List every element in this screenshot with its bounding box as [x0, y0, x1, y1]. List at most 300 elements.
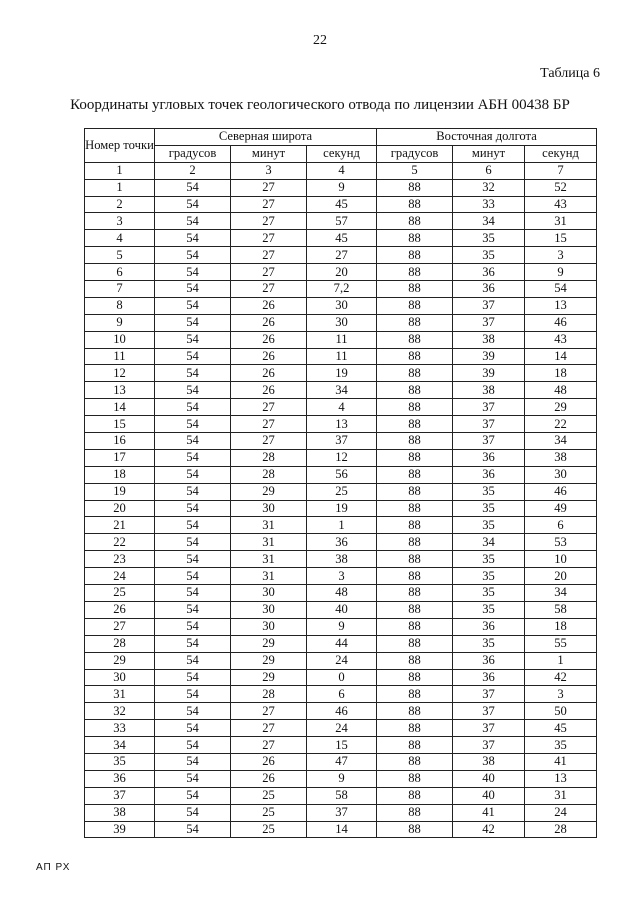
table-cell: 38 [307, 551, 377, 568]
table-cell: 54 [155, 652, 231, 669]
table-cell: 24 [307, 652, 377, 669]
table-cell: 26 [231, 314, 307, 331]
table-cell: 35 [453, 551, 525, 568]
table-cell: 27 [231, 264, 307, 281]
header-north-latitude: Северная широта [155, 129, 377, 146]
table-cell: 46 [307, 703, 377, 720]
table-cell: 54 [155, 433, 231, 450]
table-cell: 27 [231, 737, 307, 754]
table-cell: 9 [307, 179, 377, 196]
table-cell: 54 [155, 534, 231, 551]
table-cell: 26 [231, 365, 307, 382]
table-row [85, 534, 597, 551]
table-cell: 54 [155, 770, 231, 787]
table-cell: 2 [85, 196, 155, 213]
table-cell: 54 [155, 804, 231, 821]
table-cell: 88 [377, 753, 453, 770]
table-cell: 13 [525, 770, 597, 787]
table-cell: 47 [307, 753, 377, 770]
table-cell: 42 [525, 669, 597, 686]
table-cell: 23 [85, 551, 155, 568]
table-row [85, 247, 597, 264]
table-cell: 27 [231, 720, 307, 737]
table-cell: 54 [155, 483, 231, 500]
table-cell: 30 [231, 500, 307, 517]
table-cell: 54 [155, 601, 231, 618]
table-row [85, 804, 597, 821]
table-cell: 37 [85, 787, 155, 804]
table-cell: 34 [307, 382, 377, 399]
table-cell: 88 [377, 179, 453, 196]
table-cell: 54 [155, 585, 231, 602]
table-cell: 54 [155, 568, 231, 585]
table-cell: 12 [85, 365, 155, 382]
table-cell: 41 [525, 753, 597, 770]
table-cell: 54 [155, 399, 231, 416]
table-cell: 25 [307, 483, 377, 500]
table-row [85, 281, 597, 298]
table-cell: 27 [231, 399, 307, 416]
table-cell: 10 [85, 331, 155, 348]
table-cell: 4 [85, 230, 155, 247]
table-cell: 11 [307, 348, 377, 365]
table-body [85, 179, 597, 838]
table-cell: 38 [85, 804, 155, 821]
table-row [85, 686, 597, 703]
table-cell: 26 [231, 382, 307, 399]
table-cell: 40 [453, 770, 525, 787]
subheader-lon-minutes: минут [453, 145, 525, 162]
table-cell: 35 [453, 500, 525, 517]
column-number-row [85, 162, 597, 179]
table-cell: 88 [377, 213, 453, 230]
column-number: 4 [307, 162, 377, 179]
table-cell: 14 [525, 348, 597, 365]
table-cell: 27 [85, 618, 155, 635]
table-cell: 29 [525, 399, 597, 416]
table-cell: 30 [231, 618, 307, 635]
table-cell: 54 [155, 382, 231, 399]
table-row [85, 703, 597, 720]
table-cell: 20 [525, 568, 597, 585]
table-cell: 29 [231, 483, 307, 500]
table-cell: 26 [231, 753, 307, 770]
table-cell: 31 [525, 787, 597, 804]
table-cell: 36 [453, 618, 525, 635]
table-cell: 38 [525, 449, 597, 466]
table-cell: 25 [231, 787, 307, 804]
table-cell: 31 [231, 551, 307, 568]
table-row [85, 365, 597, 382]
table-cell: 88 [377, 517, 453, 534]
table-cell: 29 [85, 652, 155, 669]
table-cell: 53 [525, 534, 597, 551]
table-cell: 28 [231, 449, 307, 466]
table-cell: 88 [377, 483, 453, 500]
table-cell: 28 [85, 635, 155, 652]
column-number: 3 [231, 162, 307, 179]
table-cell: 88 [377, 500, 453, 517]
table-cell: 54 [155, 669, 231, 686]
table-cell: 28 [231, 466, 307, 483]
table-cell: 27 [231, 213, 307, 230]
table-cell: 54 [155, 264, 231, 281]
table-cell: 27 [231, 281, 307, 298]
table-cell: 3 [307, 568, 377, 585]
table-cell: 24 [307, 720, 377, 737]
table-cell: 36 [307, 534, 377, 551]
table-cell: 54 [155, 618, 231, 635]
table-cell: 54 [155, 517, 231, 534]
table-row [85, 213, 597, 230]
header-point-number: Номер точки [85, 129, 155, 163]
table-cell: 48 [307, 585, 377, 602]
page-number: 22 [313, 33, 327, 48]
table-cell: 1 [525, 652, 597, 669]
table-cell: 88 [377, 686, 453, 703]
table-cell: 25 [231, 821, 307, 838]
table-cell: 27 [231, 703, 307, 720]
document-title: Координаты угловых точек геологического отвода по лицензии АБН 00438 БР [70, 97, 570, 113]
table-cell: 37 [453, 416, 525, 433]
table-cell: 54 [155, 196, 231, 213]
table-cell: 24 [85, 568, 155, 585]
table-cell: 54 [525, 281, 597, 298]
table-cell: 88 [377, 297, 453, 314]
table-cell: 54 [155, 314, 231, 331]
table-cell: 41 [453, 804, 525, 821]
table-cell: 88 [377, 618, 453, 635]
table-cell: 28 [231, 686, 307, 703]
table-cell: 15 [85, 416, 155, 433]
table-row [85, 297, 597, 314]
table-cell: 46 [525, 483, 597, 500]
table-cell: 88 [377, 568, 453, 585]
table-cell: 28 [525, 821, 597, 838]
table-cell: 25 [85, 585, 155, 602]
table-cell: 88 [377, 601, 453, 618]
table-cell: 6 [85, 264, 155, 281]
table-cell: 26 [231, 770, 307, 787]
table-cell: 37 [453, 399, 525, 416]
table-cell: 54 [155, 179, 231, 196]
table-cell: 45 [307, 196, 377, 213]
table-cell: 35 [453, 230, 525, 247]
table-cell: 20 [85, 500, 155, 517]
table-cell: 37 [453, 737, 525, 754]
table-row [85, 652, 597, 669]
table-cell: 45 [307, 230, 377, 247]
table-row [85, 331, 597, 348]
column-number: 7 [525, 162, 597, 179]
table-cell: 54 [155, 230, 231, 247]
table-cell: 38 [453, 753, 525, 770]
header-east-longitude: Восточная долгота [377, 129, 597, 146]
table-row [85, 551, 597, 568]
table-cell: 22 [85, 534, 155, 551]
table-row [85, 635, 597, 652]
table-cell: 40 [453, 787, 525, 804]
table-row [85, 483, 597, 500]
table-cell: 54 [155, 635, 231, 652]
table-cell: 31 [525, 213, 597, 230]
table-cell: 7,2 [307, 281, 377, 298]
table-cell: 37 [453, 720, 525, 737]
table-cell: 15 [307, 737, 377, 754]
table-cell: 39 [85, 821, 155, 838]
table-cell: 52 [525, 179, 597, 196]
table-cell: 13 [85, 382, 155, 399]
table-cell: 36 [453, 669, 525, 686]
table-cell: 21 [85, 517, 155, 534]
table-cell: 88 [377, 821, 453, 838]
table-cell: 37 [453, 314, 525, 331]
table-cell: 39 [453, 365, 525, 382]
table-cell: 30 [525, 466, 597, 483]
table-cell: 9 [85, 314, 155, 331]
table-cell: 88 [377, 247, 453, 264]
column-number: 5 [377, 162, 453, 179]
table-cell: 29 [231, 652, 307, 669]
table-cell: 36 [453, 264, 525, 281]
table-cell: 88 [377, 281, 453, 298]
table-cell: 39 [453, 348, 525, 365]
table-cell: 56 [307, 466, 377, 483]
table-cell: 54 [155, 686, 231, 703]
table-cell: 27 [307, 247, 377, 264]
table-cell: 38 [453, 382, 525, 399]
table-cell: 88 [377, 770, 453, 787]
table-row [85, 753, 597, 770]
table-cell: 88 [377, 551, 453, 568]
table-row [85, 466, 597, 483]
subheader-lon-seconds: секунд [525, 145, 597, 162]
table-cell: 54 [155, 247, 231, 264]
subheader-lon-degrees: градусов [377, 145, 453, 162]
table-cell: 9 [525, 264, 597, 281]
table-cell: 54 [155, 331, 231, 348]
table-cell: 3 [525, 247, 597, 264]
table-cell: 54 [155, 500, 231, 517]
table-cell: 26 [231, 297, 307, 314]
table-row [85, 196, 597, 213]
table-row [85, 179, 597, 196]
table-cell: 88 [377, 804, 453, 821]
table-cell: 48 [525, 382, 597, 399]
table-cell: 88 [377, 348, 453, 365]
table-cell: 18 [85, 466, 155, 483]
table-cell: 17 [85, 449, 155, 466]
table-cell: 19 [85, 483, 155, 500]
table-cell: 36 [453, 652, 525, 669]
table-row [85, 787, 597, 804]
table-cell: 55 [525, 635, 597, 652]
table-cell: 3 [85, 213, 155, 230]
table-cell: 26 [231, 348, 307, 365]
table-cell: 88 [377, 314, 453, 331]
table-cell: 1 [85, 179, 155, 196]
table-cell: 8 [85, 297, 155, 314]
table-cell: 54 [155, 703, 231, 720]
table-cell: 34 [453, 534, 525, 551]
table-cell: 6 [307, 686, 377, 703]
table-cell: 34 [85, 737, 155, 754]
table-cell: 7 [85, 281, 155, 298]
table-cell: 88 [377, 331, 453, 348]
table-row [85, 264, 597, 281]
table-cell: 33 [85, 720, 155, 737]
table-row [85, 568, 597, 585]
table-cell: 46 [525, 314, 597, 331]
table-cell: 1 [307, 517, 377, 534]
table-row [85, 821, 597, 838]
table-cell: 31 [231, 568, 307, 585]
table-cell: 88 [377, 399, 453, 416]
table-cell: 3 [525, 686, 597, 703]
table-cell: 54 [155, 365, 231, 382]
table-cell: 42 [453, 821, 525, 838]
table-cell: 88 [377, 196, 453, 213]
table-cell: 34 [453, 213, 525, 230]
table-cell: 45 [525, 720, 597, 737]
table-cell: 36 [453, 466, 525, 483]
table-row [85, 348, 597, 365]
column-number: 6 [453, 162, 525, 179]
table-row [85, 737, 597, 754]
table-cell: 27 [231, 433, 307, 450]
table-cell: 88 [377, 534, 453, 551]
table-cell: 35 [525, 737, 597, 754]
table-cell: 15 [525, 230, 597, 247]
table-cell: 13 [307, 416, 377, 433]
table-cell: 36 [85, 770, 155, 787]
table-cell: 35 [453, 247, 525, 264]
table-cell: 30 [231, 585, 307, 602]
table-cell: 37 [453, 703, 525, 720]
table-cell: 26 [85, 601, 155, 618]
table-cell: 88 [377, 737, 453, 754]
table-cell: 20 [307, 264, 377, 281]
subheader-lat-minutes: минут [231, 145, 307, 162]
table-cell: 49 [525, 500, 597, 517]
table-cell: 11 [85, 348, 155, 365]
table-cell: 54 [155, 449, 231, 466]
subheader-lat-seconds: секунд [307, 145, 377, 162]
table-cell: 30 [85, 669, 155, 686]
table-cell: 24 [525, 804, 597, 821]
table-cell: 27 [231, 196, 307, 213]
table-row [85, 770, 597, 787]
table-cell: 31 [231, 534, 307, 551]
footer-mark: АП РХ [36, 862, 71, 873]
table-cell: 88 [377, 264, 453, 281]
table-cell: 9 [307, 770, 377, 787]
table-cell: 88 [377, 433, 453, 450]
table-cell: 88 [377, 669, 453, 686]
table-cell: 34 [525, 433, 597, 450]
table-cell: 27 [231, 247, 307, 264]
table-cell: 26 [231, 331, 307, 348]
table-row [85, 449, 597, 466]
table-cell: 27 [231, 179, 307, 196]
table-row [85, 618, 597, 635]
table-cell: 88 [377, 365, 453, 382]
table-cell: 88 [377, 466, 453, 483]
table-cell: 35 [453, 483, 525, 500]
table-cell: 30 [307, 297, 377, 314]
table-cell: 18 [525, 365, 597, 382]
table-row [85, 720, 597, 737]
column-number: 1 [85, 162, 155, 179]
table-cell: 19 [307, 500, 377, 517]
table-cell: 16 [85, 433, 155, 450]
table-cell: 13 [525, 297, 597, 314]
table-cell: 54 [155, 821, 231, 838]
table-cell: 32 [85, 703, 155, 720]
table-row [85, 585, 597, 602]
subheader-lat-degrees: градусов [155, 145, 231, 162]
table-cell: 35 [453, 601, 525, 618]
table-cell: 54 [155, 551, 231, 568]
table-cell: 88 [377, 720, 453, 737]
table-cell: 27 [231, 416, 307, 433]
table-cell: 58 [307, 787, 377, 804]
table-cell: 54 [155, 416, 231, 433]
table-cell: 19 [307, 365, 377, 382]
table-cell: 14 [307, 821, 377, 838]
table-cell: 54 [155, 753, 231, 770]
table-cell: 14 [85, 399, 155, 416]
table-cell: 37 [453, 433, 525, 450]
table-cell: 36 [453, 449, 525, 466]
table-row [85, 517, 597, 534]
table-cell: 38 [453, 331, 525, 348]
table-cell: 88 [377, 382, 453, 399]
table-cell: 32 [453, 179, 525, 196]
table-cell: 35 [85, 753, 155, 770]
table-cell: 18 [525, 618, 597, 635]
table-cell: 37 [307, 804, 377, 821]
table-cell: 35 [453, 585, 525, 602]
table-cell: 5 [85, 247, 155, 264]
table-cell: 40 [307, 601, 377, 618]
table-cell: 88 [377, 635, 453, 652]
table-label: Таблица 6 [540, 66, 600, 81]
table-cell: 54 [155, 466, 231, 483]
table-row [85, 669, 597, 686]
table-cell: 6 [525, 517, 597, 534]
table-cell: 43 [525, 331, 597, 348]
table-cell: 50 [525, 703, 597, 720]
table-cell: 10 [525, 551, 597, 568]
table-cell: 37 [453, 297, 525, 314]
coordinates-table [84, 128, 597, 838]
table-cell: 37 [307, 433, 377, 450]
table-cell: 54 [155, 348, 231, 365]
table-row [85, 500, 597, 517]
table-cell: 88 [377, 230, 453, 247]
table-cell: 9 [307, 618, 377, 635]
column-number: 2 [155, 162, 231, 179]
table-cell: 31 [231, 517, 307, 534]
table-cell: 54 [155, 737, 231, 754]
table-row [85, 230, 597, 247]
table-cell: 22 [525, 416, 597, 433]
table-cell: 88 [377, 416, 453, 433]
table-cell: 54 [155, 213, 231, 230]
table-cell: 0 [307, 669, 377, 686]
table-cell: 54 [155, 281, 231, 298]
